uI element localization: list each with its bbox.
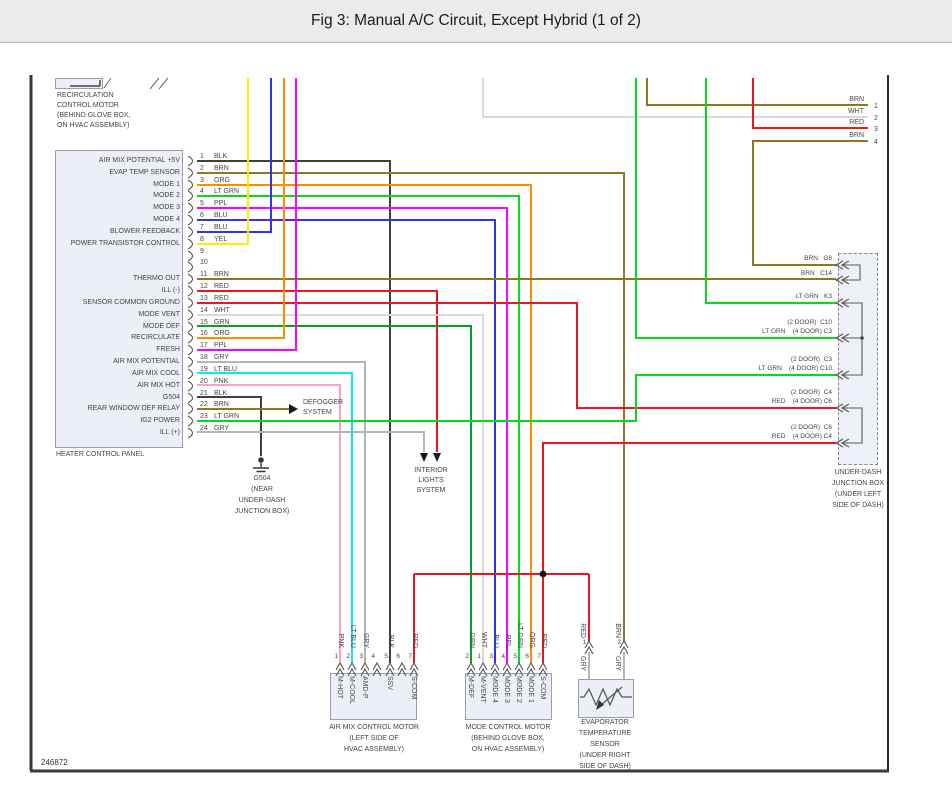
heater-pin-number: 3 xyxy=(200,177,204,184)
junction-row-label-line: LT GRN (4 DOOR) C10 xyxy=(758,365,832,372)
motor-pin-number: 2 xyxy=(346,653,350,660)
motor-pin-number: 6 xyxy=(396,653,400,660)
evap-sensor-label xyxy=(555,717,655,772)
connector-icon xyxy=(188,333,193,343)
motor-terminal-label: AMD-P xyxy=(361,676,368,699)
heater-pin-wire-color: GRY xyxy=(214,425,230,432)
heater-pin-number: 20 xyxy=(200,378,208,385)
motor-wire-color-label: LT GRN xyxy=(516,622,523,648)
connector-icon xyxy=(188,345,193,355)
interior-lights-label xyxy=(396,466,466,496)
connector-icon xyxy=(188,180,193,190)
heater-pin-number: 15 xyxy=(200,319,208,326)
connector-icon xyxy=(479,669,487,676)
evap-lower-wire-label: GRY xyxy=(579,656,586,672)
defogger-system-label xyxy=(303,398,343,418)
heater-pin-signal: THERMO OUT xyxy=(132,275,180,282)
junction-row-label xyxy=(682,423,832,441)
interior-lights-label-line: INTERIOR xyxy=(414,467,448,474)
heater-pin-signal: FRESH xyxy=(156,346,180,353)
connector-icon xyxy=(188,251,193,261)
motor-terminal-label: MODE 1 xyxy=(527,676,534,703)
recirculation-motor-label xyxy=(57,91,131,131)
junction-box-label-line: (UNDER LEFT xyxy=(834,491,882,498)
heater-pin-number: 11 xyxy=(200,271,208,278)
wire-fresh xyxy=(197,78,296,350)
mode-motor-label-line: MODE CONTROL MOTOR xyxy=(465,724,551,731)
connector-icon xyxy=(188,191,193,201)
junction-row-label-line: RED (4 DOOR) C4 xyxy=(771,433,832,440)
junction-internal-dot xyxy=(860,336,864,340)
junction-row-label xyxy=(682,318,832,336)
evap-sensor-label-line: EVAPORATOR xyxy=(581,719,629,726)
top-right-pin-number: 3 xyxy=(874,126,878,133)
connector-icon xyxy=(398,669,406,676)
connector-icon xyxy=(188,369,193,379)
connector-icon xyxy=(188,322,193,332)
heater-pin-wire-color: BRN xyxy=(214,165,229,172)
heater-pin-wire-color: GRN xyxy=(214,319,230,326)
g504-label xyxy=(212,473,312,517)
connector-icon xyxy=(188,286,193,296)
junction-internal-links xyxy=(843,265,862,443)
motor-pin-number: 4 xyxy=(501,653,505,660)
recirculation-motor-label-line: ON HVAC ASSEMBLY) xyxy=(57,122,130,129)
heater-pin-number: 12 xyxy=(200,283,208,290)
motor-pin-number: 3 xyxy=(359,653,363,660)
heater-pin-wire-color: BRN xyxy=(214,271,229,278)
evap-wire-color-label: BRN xyxy=(614,623,621,638)
motor-terminal-label: M-HOT xyxy=(336,676,343,699)
thermistor-icon xyxy=(580,687,632,705)
motor-wire-color-label: BLU xyxy=(492,634,499,648)
motor-wire-color-label: RED xyxy=(540,633,547,648)
heater-pin-number: 18 xyxy=(200,354,208,361)
heater-pin-signal: EVAP TEMP SENSOR xyxy=(109,169,180,176)
connector-icon xyxy=(386,669,394,676)
junction-row-label-line: (2 DOOR) C4 xyxy=(790,389,832,396)
connector-icon xyxy=(491,669,499,676)
evap-pin-number: 1 xyxy=(582,639,586,646)
motor-wire-color-label: PPL xyxy=(504,634,511,648)
heater-pin-number: 21 xyxy=(200,390,208,397)
connector-icon xyxy=(188,239,193,249)
motor-pin-number: 1 xyxy=(334,653,338,660)
heater-pin-wire-color: BRN xyxy=(214,401,229,408)
heater-pin-wire-color: BLK xyxy=(214,153,228,160)
motor-wire-color-label: RED xyxy=(411,633,418,648)
heater-pin-wire-color: YEL xyxy=(214,236,228,243)
heater-pin-number: 1 xyxy=(200,153,204,160)
heater-pin-signal: BLOWER FEEDBACK xyxy=(109,228,180,235)
recirculation-motor-label-line: CONTROL MOTOR xyxy=(57,102,119,109)
motor-terminal-label: S-COM xyxy=(539,676,546,700)
motor-pin-number: 5 xyxy=(513,653,517,660)
heater-pin-wire-color: BLU xyxy=(214,224,228,231)
motor-pin-number: 5 xyxy=(384,653,388,660)
heater-pin-wire-color: RED xyxy=(214,283,229,290)
connector-icon xyxy=(188,393,193,403)
motor-wire-color-label: BLK xyxy=(387,634,394,648)
heater-pin-number: 16 xyxy=(200,330,208,337)
motor-wire-color-label: GRN xyxy=(468,632,475,648)
motor-terminal-label: S-COM xyxy=(410,676,417,700)
heater-pin-wire-color: WHT xyxy=(214,307,230,314)
junction-row-label-line: LT GRN K3 xyxy=(795,293,832,300)
junction-box-label xyxy=(800,467,916,511)
heater-pin-signal: AIR MIX POTENTIAL +5V xyxy=(98,157,180,164)
g504-label-line: JUNCTION BOX) xyxy=(234,508,290,515)
heater-pin-number: 5 xyxy=(200,200,204,207)
junction-row-label xyxy=(682,269,832,278)
air-mix-motor-label-line: AIR MIX CONTROL MOTOR xyxy=(329,724,419,731)
connector-icon xyxy=(188,416,193,426)
heater-pin-wire-color: GRY xyxy=(214,354,230,361)
heater-pin-number: 8 xyxy=(200,236,204,243)
heater-pin-wire-color: PNK xyxy=(214,378,229,385)
connector-icon xyxy=(188,227,193,237)
connector-icon xyxy=(188,168,193,178)
heater-pin-number: 24 xyxy=(200,425,208,432)
connector-icon xyxy=(348,669,356,676)
interior-lights-arrow-icon xyxy=(420,453,428,462)
heater-pin-signal: MODE 3 xyxy=(153,204,180,211)
connector-icon xyxy=(467,669,475,676)
junction-row-label xyxy=(682,292,832,301)
recirculation-motor-label-line: (BEHIND GLOVE BOX, xyxy=(57,112,131,119)
junction-row-label xyxy=(682,355,832,373)
cut-mark-icon xyxy=(150,78,168,89)
evap-sensor-label-line: (UNDER RIGHT xyxy=(579,752,631,759)
top-right-pin-number: 4 xyxy=(874,139,878,146)
mode-motor-label-line: ON HVAC ASSEMBLY) xyxy=(471,746,545,753)
air-mix-motor-label xyxy=(304,722,444,755)
mode-motor-label-line: (BEHIND GLOVE BOX, xyxy=(471,735,545,742)
junction-box-label-line: JUNCTION BOX xyxy=(831,480,885,487)
top-right-wire-label: BRN xyxy=(849,96,864,103)
heater-pin-signal: G504 xyxy=(162,394,180,401)
air-mix-motor-label-line: HVAC ASSEMBLY) xyxy=(343,746,405,753)
heater-pin-signal: SENSOR COMMON GROUND xyxy=(82,299,180,306)
motor-wire-color-label: ORG xyxy=(528,632,535,648)
heater-pin-number: 19 xyxy=(200,366,208,373)
heater-pin-signal: REAR WINDOW DEF RELAY xyxy=(87,405,180,412)
connector-icon xyxy=(527,669,535,676)
junction-dot xyxy=(540,571,547,578)
junction-row-label-line: RED (4 DOOR) C6 xyxy=(771,398,832,405)
evap-lower-wire-label: GRY xyxy=(614,656,621,672)
interior-lights-arrow-icon xyxy=(433,453,441,462)
heater-pin-wire-color: PPL xyxy=(214,342,228,349)
connector-icon xyxy=(188,381,193,391)
connector-icon xyxy=(361,669,369,676)
connector-icon xyxy=(188,156,193,166)
connector-icon xyxy=(188,262,193,272)
connector-icon xyxy=(539,669,547,676)
motor-terminal-label: SSV xyxy=(386,676,393,691)
heater-pin-number: 10 xyxy=(200,259,208,266)
motor-terminal-label: M-VENT xyxy=(479,676,486,703)
g504-label-line: UNDER-DASH xyxy=(238,497,286,504)
evap-sensor-label-line: SIDE OF DASH) xyxy=(579,763,631,770)
evap-sensor-label-line: SENSOR xyxy=(590,741,620,748)
motor-pin-number: 4 xyxy=(371,653,375,660)
heater-pin-wire-color: BLU xyxy=(214,212,228,219)
heater-pin-number: 23 xyxy=(200,413,208,420)
heater-pin-signal: MODE 4 xyxy=(153,216,180,223)
heater-pin-wire-color: ORG xyxy=(214,330,230,337)
heater-pin-number: 6 xyxy=(200,212,204,219)
figure-number: 246872 xyxy=(41,758,68,767)
top-right-wire-label: RED xyxy=(849,119,864,126)
interior-lights-label-line: LIGHTS xyxy=(418,477,444,484)
connector-icon xyxy=(188,215,193,225)
motor-terminal-label: MODE 4 xyxy=(491,676,498,703)
junction-row-label-line: BRN G8 xyxy=(804,255,832,262)
heater-pin-wire-color: ORG xyxy=(214,177,230,184)
heater-pin-number: 7 xyxy=(200,224,204,231)
defogger-arrow-icon xyxy=(289,404,298,414)
heater-pin-signal: AIR MIX COOL xyxy=(132,370,180,377)
heater-pin-signal: MODE 2 xyxy=(153,192,180,199)
heater-pin-wire-color: LT GRN xyxy=(214,188,240,195)
motor-terminal-label: M-COOL xyxy=(348,676,355,704)
evap-wire-color-label: RED xyxy=(579,623,586,638)
connector-icon xyxy=(188,310,193,320)
motor-wire-color-label: WHT xyxy=(480,632,487,648)
junction-row-label-line: BRN C14 xyxy=(800,270,832,277)
evap-sensor-label-line: TEMPERATURE xyxy=(578,730,632,737)
junction-row-label xyxy=(682,254,832,263)
heater-pin-signal: MODE DEF xyxy=(143,323,180,330)
heater-pin-number: 13 xyxy=(200,295,208,302)
motor-pin-number: 3 xyxy=(489,653,493,660)
motor-terminal-label: MODE 3 xyxy=(503,676,510,703)
junction-row-label-line: (2 DOOR) C3 xyxy=(790,356,832,363)
heater-pin-signal: AIR MIX HOT xyxy=(137,382,180,389)
heater-pin-number: 14 xyxy=(200,307,208,314)
connector-icon xyxy=(188,357,193,367)
heater-pin-number: 9 xyxy=(200,248,204,255)
evap-pin-number: 2 xyxy=(617,639,621,646)
motor-pin-number: 1 xyxy=(477,653,481,660)
heater-pin-number: 2 xyxy=(200,165,204,172)
connector-icon xyxy=(188,203,193,213)
g504-label-line: (NEAR xyxy=(251,486,273,493)
heater-pin-wire-color: RED xyxy=(214,295,229,302)
heater-pin-wire-color: LT GRN xyxy=(214,413,240,420)
heater-pin-wire-color: LT BLU xyxy=(214,366,238,373)
connector-icon xyxy=(410,669,418,676)
connector-icon xyxy=(188,428,193,438)
defogger-system-label-line: SYSTEM xyxy=(303,409,332,416)
recirc-symbol-detail xyxy=(70,80,100,86)
air-mix-motor-label-line: (LEFT SIDE OF xyxy=(349,735,399,742)
connector-icon xyxy=(188,404,193,414)
recirculation-motor-label-line: RECIRCULATION xyxy=(57,92,114,99)
top-right-pin-number: 2 xyxy=(874,115,878,122)
connector-icon xyxy=(188,298,193,308)
figure-title: Fig 3: Manual A/C Circuit, Except Hybrid (1 of 2) xyxy=(311,12,641,29)
junction-row-label-line: (2 DOOR) C6 xyxy=(790,424,832,431)
motor-wire-color-label: LT BLU xyxy=(349,624,356,648)
top-right-wire-label: WHT xyxy=(848,108,864,115)
top-right-pin-number: 1 xyxy=(874,103,878,110)
ground-symbol-icon xyxy=(253,457,269,471)
wire-mode4 xyxy=(197,220,495,663)
wire-top-brn-4-g8 xyxy=(753,141,868,265)
g504-label-line: G504 xyxy=(253,475,271,482)
junction-box-label-line: UNDER-DASH xyxy=(834,469,882,476)
junction-row-label-line: LT GRN (4 DOOR) C3 xyxy=(762,328,832,335)
interior-lights-label-line: SYSTEM xyxy=(416,487,446,494)
heater-panel-label: HEATER CONTROL PANEL xyxy=(56,451,145,458)
heater-pin-number: 4 xyxy=(200,188,204,195)
heater-pin-wire-color: PPL xyxy=(214,200,228,207)
junction-row-label xyxy=(682,388,832,406)
motor-pin-number: 7 xyxy=(537,653,541,660)
motor-terminal-label: M-DEF xyxy=(467,676,474,699)
heater-pin-number: 22 xyxy=(200,401,208,408)
motor-terminal-label: MODE 2 xyxy=(515,676,522,703)
motor-pin-number: 2 xyxy=(465,653,469,660)
connector-icon xyxy=(503,669,511,676)
defogger-system-label-line: DEFOGGER xyxy=(303,399,344,406)
motor-wire-color-label: PNK xyxy=(337,633,344,648)
cut-mark-icon xyxy=(104,78,111,88)
heater-pin-signal: MODE 1 xyxy=(153,181,180,188)
heater-pin-number: 17 xyxy=(200,342,208,349)
heater-pin-wire-color: BLK xyxy=(214,390,228,397)
heater-pin-signal: IG2 POWER xyxy=(140,417,180,424)
junction-box-label-line: SIDE OF DASH) xyxy=(832,502,884,509)
heater-pin-signal: ILL (+) xyxy=(159,429,180,436)
heater-pin-signal: AIR MIX POTENTIAL xyxy=(113,358,180,365)
connector-icon xyxy=(336,669,344,676)
motor-pin-number: 6 xyxy=(525,653,529,660)
heater-pin-signal: POWER TRANSISTOR CONTROL xyxy=(70,240,180,247)
top-right-wire-label: BRN xyxy=(849,132,864,139)
connector-icon xyxy=(188,274,193,284)
motor-wire-color-label: GRY xyxy=(362,632,369,648)
heater-pin-signal: ILL (-) xyxy=(161,287,180,294)
motor-pin-number: 7 xyxy=(408,653,412,660)
junction-row-label-line: (2 DOOR) C10 xyxy=(787,319,832,326)
wire-top-wht xyxy=(483,78,868,117)
heater-pin-signal: MODE VENT xyxy=(138,311,180,318)
heater-pin-signal: RECIRCULATE xyxy=(131,334,180,341)
connector-icon xyxy=(515,669,523,676)
connector-icon xyxy=(373,669,381,676)
